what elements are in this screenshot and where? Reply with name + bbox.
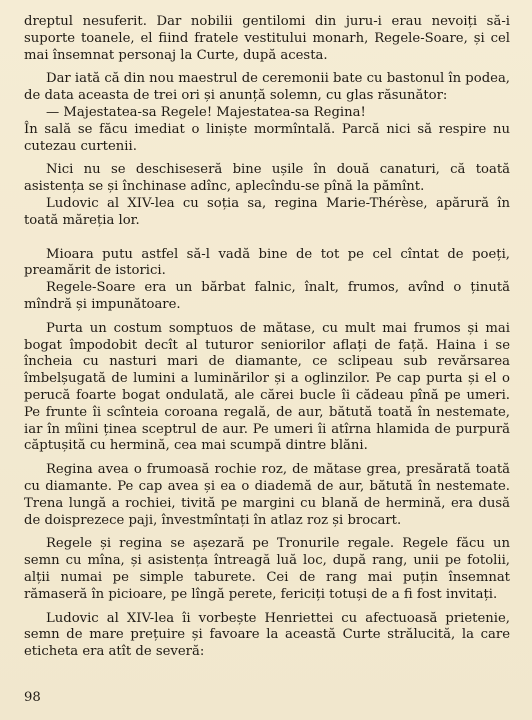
paragraph-5: Nici nu se deschiseseră bine ușile în două canaturi, că toată asistența se și închinase adînc, aplecîndu-se pînă la pămînt. xyxy=(24,162,510,195)
page-number: 98 xyxy=(24,690,41,705)
paragraph-4: În sală se făcu imediat o liniște mormîntală. Parcă nici să respire nu cutezau curtenii. xyxy=(24,121,510,154)
paragraph-11: Regele și regina se așezară pe Tronurile regale. Regele făcu un semn cu mîna, și asistența întreagă luă loc, după rang, unii pe fotolii, alții numai pe simple taburete. Cei de rang mai puțin însemnat rămaseră în picioare, pe lîngă perete, fericiți totuși de a fi fost invitați. xyxy=(24,536,510,602)
paragraph-3: — Majestatea-sa Regele! Majestatea-sa Regina! xyxy=(46,104,366,120)
paragraph-10: Regina avea o frumoasă rochie roz, de mătase grea, presărată toată cu diamante. Pe cap avea și ea o diademă de aur, bătută în nestemate. Trena lungă a rochiei, tivită pe margini cu blană de hermină, era dusă de doisprezece paji, învestmîntați în atlaz roz și brocart. xyxy=(24,462,510,528)
paragraph-2: Dar iată că din nou maestrul de ceremonii bate cu bastonul în podea, de data aceasta de trei ori și anunță solemn, cu glas răsunător: xyxy=(24,71,510,104)
paragraph-1: dreptul nesuferit. Dar nobilii gentilomi din juru-i erau nevoiți să-i suporte toanele, el fiind fratele vestitului monarh, Regele-Soare, și cel mai însemnat personaj la Curte, după acesta. xyxy=(24,14,510,63)
paragraph-9: Purta un costum somptuos de mătase, cu mult mai frumos și mai bogat împodobit decît al tuturor seniorilor aflați de față. Haina i se încheia cu nasturi mari de diamante, ce sclipeau sub revărsarea îmbelșugată de lumini a luminărilor și a oglinzilor. Pe cap purta și el o perucă foarte bogat ondulată, ale cărei bucle îi cădeau pînă pe umeri. Pe frunte îi scînteia coroana regală, de aur, bătută toată în nestemate, iar în mîini ținea sceptrul de aur. Pe umeri îi atîrna hlamida de purpură căptușită cu hermină, cea mai scumpă dintre blăni. xyxy=(24,320,510,454)
paragraph-7: Mioara putu astfel să-l vadă bine de tot pe cel cîntat de poeți, preamărit de istorici. xyxy=(24,246,510,279)
paragraph-12: Ludovic al XIV-lea îi vorbește Henriettei cu afectuoasă prietenie, semn de mare prețuire și favoare la această Curte strălucită, la care eticheta era atît de severă: xyxy=(24,610,510,660)
paragraph-8: Regele-Soare era un bărbat falnic, înalt, frumos, avînd o ținută mîndră și impunătoare. xyxy=(24,280,510,312)
paragraph-6: Ludovic al XIV-lea cu soția sa, regina Marie-Thérèse, apărură în toată măreția lor. xyxy=(24,195,510,228)
